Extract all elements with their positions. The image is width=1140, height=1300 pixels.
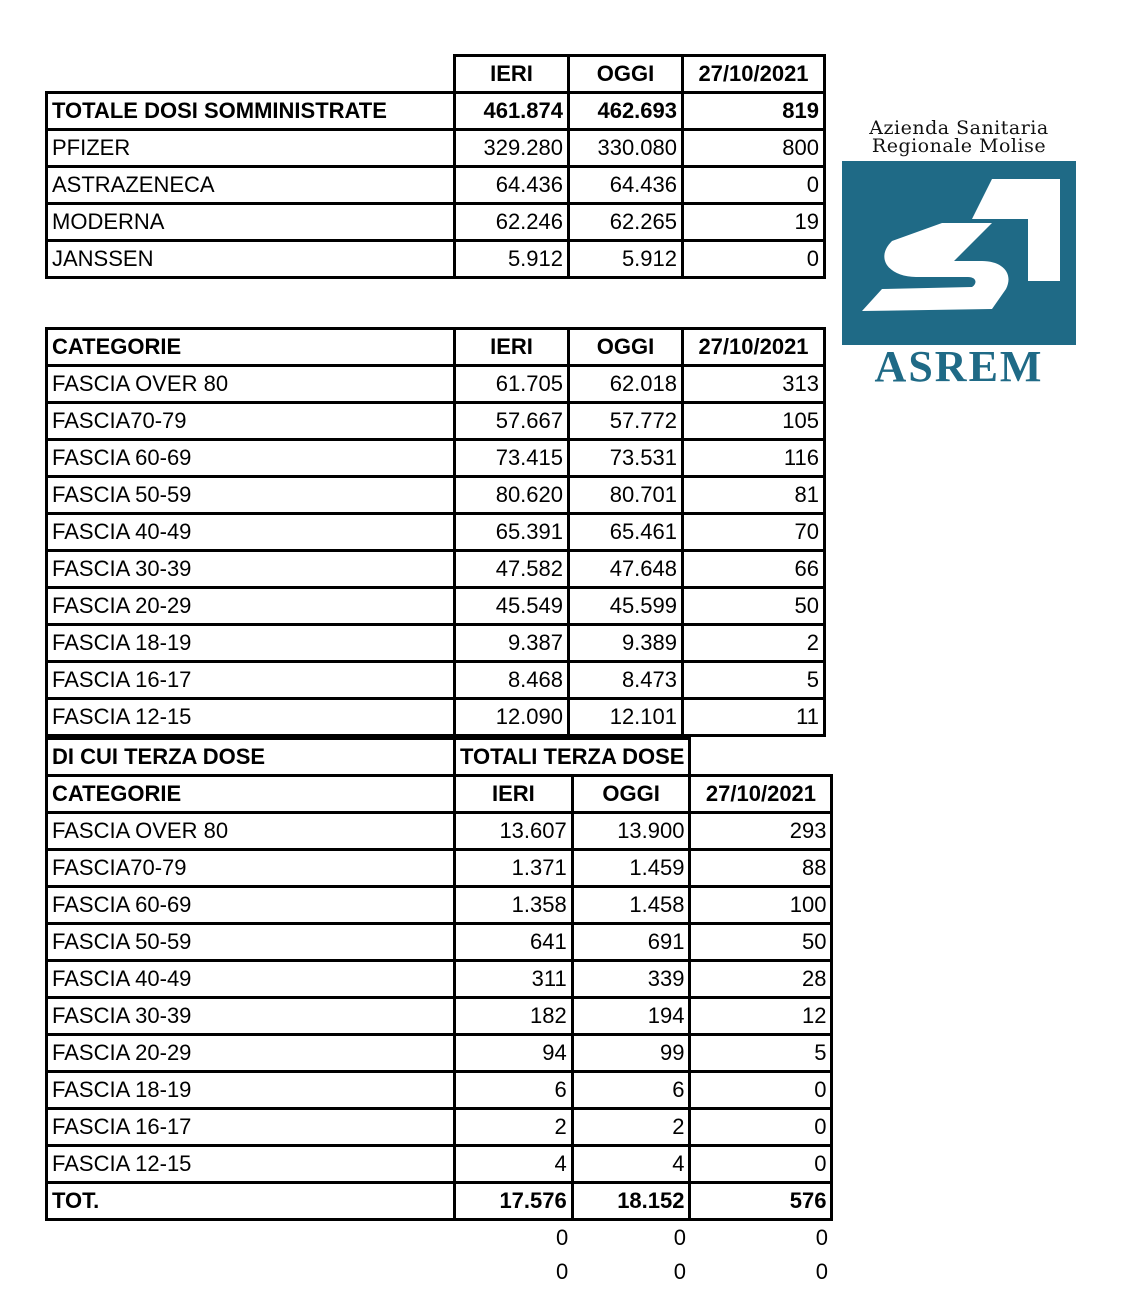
row-label: FASCIA 18-19 — [47, 1072, 455, 1109]
value-oggi: 9.389 — [569, 625, 683, 662]
value-ieri: 12.090 — [455, 699, 569, 736]
value-delta: 0 — [683, 167, 825, 204]
value-ieri: 461.874 — [455, 93, 569, 130]
header-date: 27/10/2021 — [683, 56, 825, 93]
row-label: FASCIA 20-29 — [47, 1035, 455, 1072]
row-label: FASCIA 60-69 — [47, 440, 455, 477]
table-row — [47, 130, 825, 167]
value-delta: 0 — [815, 1225, 828, 1250]
value-ieri: 0 — [555, 1259, 569, 1284]
value-delta: 5 — [683, 662, 825, 699]
value-oggi: 8.473 — [569, 662, 683, 699]
value-oggi: 47.648 — [569, 551, 683, 588]
table-row — [47, 850, 832, 887]
value-ieri: 1.358 — [455, 887, 573, 924]
table-row — [47, 998, 832, 1035]
value-ieri: 57.667 — [455, 403, 569, 440]
header-oggi: OGGI — [569, 329, 683, 366]
row-label: FASCIA 60-69 — [47, 887, 455, 924]
value-delta: 0 — [690, 1146, 832, 1183]
value-oggi: 6 — [572, 1072, 690, 1109]
value-delta: 819 — [683, 93, 825, 130]
table-row — [47, 403, 825, 440]
value-oggi: 1.458 — [572, 887, 690, 924]
doses-total-row — [47, 93, 825, 130]
value-delta: 576 — [690, 1183, 832, 1220]
logo-s-icon — [842, 161, 1076, 345]
value-ieri: 0 — [555, 1225, 569, 1250]
value-oggi: 12.101 — [569, 699, 683, 736]
value-ieri: 8.468 — [455, 662, 569, 699]
empty-cell — [690, 739, 832, 776]
header-ieri: IERI — [455, 329, 569, 366]
third-dose-totals-title: TOTALI TERZA DOSE — [455, 739, 690, 776]
value-oggi: 1.459 — [572, 850, 690, 887]
value-oggi: 65.461 — [569, 514, 683, 551]
value-ieri: 62.246 — [455, 204, 569, 241]
value-oggi: 0 — [673, 1259, 686, 1284]
empty-cell — [47, 1255, 455, 1289]
value-delta: 70 — [683, 514, 825, 551]
value-delta: 0 — [683, 241, 825, 278]
value-oggi: 4 — [572, 1146, 690, 1183]
value-ieri: 73.415 — [455, 440, 569, 477]
value-ieri: 329.280 — [455, 130, 569, 167]
doses-table — [45, 54, 826, 279]
value-delta: 0 — [815, 1259, 828, 1284]
third-dose-title-row — [47, 739, 832, 776]
doses-header-row — [47, 56, 825, 93]
row-label: FASCIA 40-49 — [47, 961, 455, 998]
value-delta: 800 — [683, 130, 825, 167]
table-row — [47, 1146, 832, 1183]
row-label: MODERNA — [47, 204, 455, 241]
row-label: FASCIA 50-59 — [47, 477, 455, 514]
row-label: FASCIA 50-59 — [47, 924, 455, 961]
value-ieri: 45.549 — [455, 588, 569, 625]
value-ieri: 17.576 — [455, 1183, 573, 1220]
logo-emblem — [842, 161, 1076, 345]
empty-cell — [47, 1220, 455, 1256]
table-row — [47, 961, 832, 998]
value-delta: 66 — [683, 551, 825, 588]
value-ieri: 9.387 — [455, 625, 569, 662]
value-delta: 28 — [690, 961, 832, 998]
table-row — [47, 167, 825, 204]
value-delta: 50 — [683, 588, 825, 625]
value-oggi: 45.599 — [569, 588, 683, 625]
value-delta: 293 — [690, 813, 832, 850]
value-delta: 100 — [690, 887, 832, 924]
value-delta: 5 — [690, 1035, 832, 1072]
value-oggi: 194 — [572, 998, 690, 1035]
value-ieri: 641 — [455, 924, 573, 961]
value-oggi: 57.772 — [569, 403, 683, 440]
header-oggi: OGGI — [569, 56, 683, 93]
categories-label: CATEGORIE — [47, 776, 455, 813]
third-dose-title: DI CUI TERZA DOSE — [47, 739, 455, 776]
value-delta: 19 — [683, 204, 825, 241]
value-ieri: 2 — [455, 1109, 573, 1146]
value-delta: 50 — [690, 924, 832, 961]
value-oggi: 330.080 — [569, 130, 683, 167]
value-delta: 2 — [683, 625, 825, 662]
third-dose-total-row — [47, 1183, 832, 1220]
value-ieri: 182 — [455, 998, 573, 1035]
value-ieri: 64.436 — [455, 167, 569, 204]
value-ieri: 1.371 — [455, 850, 573, 887]
row-label: FASCIA 30-39 — [47, 998, 455, 1035]
row-label: PFIZER — [47, 130, 455, 167]
header-oggi: OGGI — [572, 776, 690, 813]
value-ieri: 61.705 — [455, 366, 569, 403]
row-label: FASCIA 30-39 — [47, 551, 455, 588]
value-delta: 81 — [683, 477, 825, 514]
value-ieri: 13.607 — [455, 813, 573, 850]
table-row — [47, 477, 825, 514]
extra-row — [47, 1220, 832, 1256]
value-oggi: 13.900 — [572, 813, 690, 850]
table-row — [47, 551, 825, 588]
value-oggi: 64.436 — [569, 167, 683, 204]
row-label: FASCIA 40-49 — [47, 514, 455, 551]
value-ieri: 5.912 — [455, 241, 569, 278]
table-row — [47, 514, 825, 551]
extra-row — [47, 1255, 832, 1289]
third-dose-header-row — [47, 776, 832, 813]
value-oggi: 99 — [572, 1035, 690, 1072]
value-oggi: 2 — [572, 1109, 690, 1146]
categories-header-row — [47, 329, 825, 366]
empty-cell — [47, 56, 455, 93]
value-oggi: 62.265 — [569, 204, 683, 241]
table-row — [47, 662, 825, 699]
row-label: FASCIA70-79 — [47, 850, 455, 887]
row-label: FASCIA 12-15 — [47, 1146, 455, 1183]
row-label: FASCIA 16-17 — [47, 662, 455, 699]
table-row — [47, 241, 825, 278]
row-label: FASCIA OVER 80 — [47, 813, 455, 850]
table-row — [47, 887, 832, 924]
value-ieri: 311 — [455, 961, 573, 998]
value-oggi: 462.693 — [569, 93, 683, 130]
value-oggi: 5.912 — [569, 241, 683, 278]
value-ieri: 6 — [455, 1072, 573, 1109]
row-label: FASCIA70-79 — [47, 403, 455, 440]
row-label: FASCIA 12-15 — [47, 699, 455, 736]
value-delta: 313 — [683, 366, 825, 403]
table-row — [47, 588, 825, 625]
row-label: FASCIA 18-19 — [47, 625, 455, 662]
header-ieri: IERI — [455, 776, 573, 813]
row-label: ASTRAZENECA — [47, 167, 455, 204]
row-label: FASCIA OVER 80 — [47, 366, 455, 403]
value-oggi: 0 — [673, 1225, 686, 1250]
row-label: TOT. — [47, 1183, 455, 1220]
value-ieri: 94 — [455, 1035, 573, 1072]
table-row — [47, 366, 825, 403]
value-ieri: 65.391 — [455, 514, 569, 551]
value-delta: 0 — [690, 1109, 832, 1146]
header-date: 27/10/2021 — [690, 776, 832, 813]
value-ieri: 80.620 — [455, 477, 569, 514]
categories-table — [45, 327, 826, 737]
third-dose-table — [45, 737, 833, 1289]
header-ieri: IERI — [455, 56, 569, 93]
row-label: TOTALE DOSI SOMMINISTRATE — [47, 93, 455, 130]
value-delta: 88 — [690, 850, 832, 887]
header-date: 27/10/2021 — [683, 329, 825, 366]
row-label: FASCIA 16-17 — [47, 1109, 455, 1146]
value-oggi: 62.018 — [569, 366, 683, 403]
table-row — [47, 1072, 832, 1109]
logo-line-2: Regionale Molise — [871, 135, 1047, 157]
value-ieri: 4 — [455, 1146, 573, 1183]
row-label: JANSSEN — [47, 241, 455, 278]
value-delta: 11 — [683, 699, 825, 736]
table-row — [47, 204, 825, 241]
row-label: FASCIA 20-29 — [47, 588, 455, 625]
table-row — [47, 625, 825, 662]
table-row — [47, 924, 832, 961]
value-delta: 12 — [690, 998, 832, 1035]
value-oggi: 691 — [572, 924, 690, 961]
value-oggi: 339 — [572, 961, 690, 998]
value-oggi: 73.531 — [569, 440, 683, 477]
value-delta: 0 — [690, 1072, 832, 1109]
table-row — [47, 813, 832, 850]
value-delta: 116 — [683, 440, 825, 477]
value-oggi: 80.701 — [569, 477, 683, 514]
asrem-logo — [838, 118, 1080, 390]
table-row — [47, 440, 825, 477]
value-oggi: 18.152 — [572, 1183, 690, 1220]
value-delta: 105 — [683, 403, 825, 440]
categories-title: CATEGORIE — [47, 329, 455, 366]
table-row — [47, 1035, 832, 1072]
logo-name: ASREM — [874, 342, 1044, 391]
table-row — [47, 699, 825, 736]
logo-line-1: Azienda Sanitaria — [869, 117, 1049, 139]
value-ieri: 47.582 — [455, 551, 569, 588]
table-row — [47, 1109, 832, 1146]
